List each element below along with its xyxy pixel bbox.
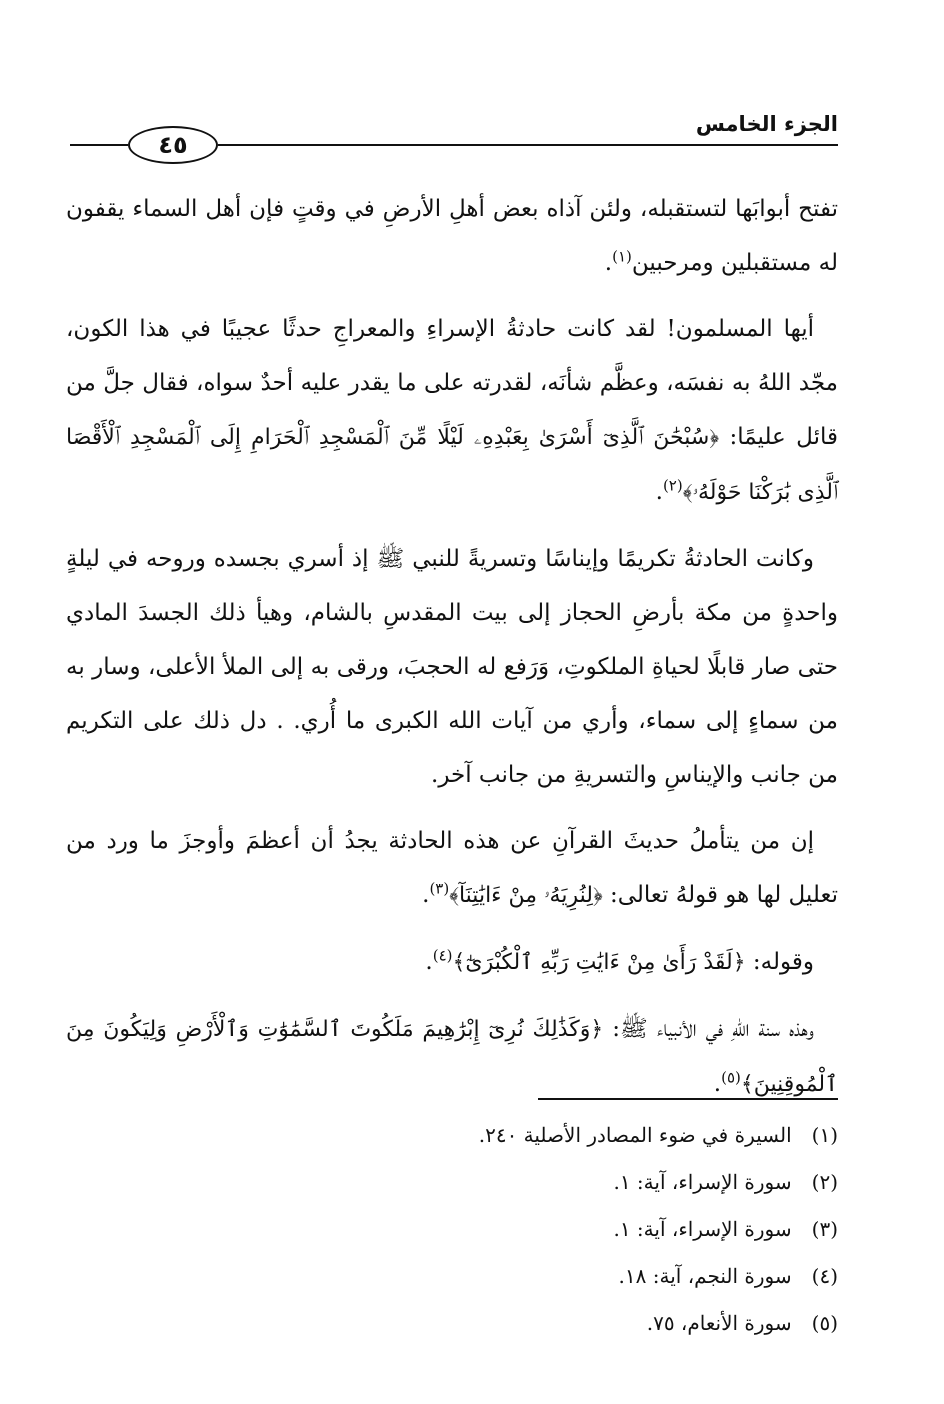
page-number: ٤٥ <box>128 126 218 164</box>
footnote-text: سورة الأنعام، ٧٥. <box>646 1311 792 1335</box>
paragraph-3 <box>66 532 838 802</box>
footnote-number: (٤) <box>811 1264 838 1288</box>
paragraph-text: أيها المسلمون! لقد كانت حادثةُ الإسراءِ والمعراجِ حدثًا عجيبًا في هذا الكون، مجّد اللهُ به نفسَه، وعظَّم شأنَه، لقدرته على ما يقدر عليه أحدٌ سواه، فقال جلَّ من قائل عليمًا: <box>66 316 838 450</box>
quran-verse: ﴿سُبْحَٰنَ ٱلَّذِىٓ أَسْرَىٰ بِعَبْدِهِۦ لَيْلًا مِّنَ ٱلْمَسْجِدِ ٱلْحَرَامِ إِلَى ٱلْمَسْجِدِ ٱلْأَقْصَا ٱلَّذِى بَٰرَكْنَا حَوْلَهُۥ﴾ <box>66 425 838 505</box>
footnote-item <box>66 1159 838 1206</box>
footnote-item <box>66 1253 838 1300</box>
paragraph-2 <box>66 302 838 520</box>
paragraph-text: وهذه سنة اللهِ في الأنبياء ﷺ: <box>603 1016 814 1042</box>
footnotes <box>66 1112 838 1347</box>
page-header <box>70 108 838 158</box>
header-rule-right <box>218 144 838 146</box>
footnote-ref-4: (٤) <box>432 946 453 965</box>
paragraph-end: . <box>713 1071 722 1097</box>
footnote-ref-3: (٣) <box>429 879 450 898</box>
header-rule-left <box>70 144 128 146</box>
footnote-item <box>66 1300 838 1347</box>
footnote-ref-1: (١) <box>612 247 632 266</box>
footnote-text: السيرة في ضوء المصادر الأصلية ٢٤٠. <box>478 1123 792 1147</box>
footnote-text: سورة النجم، آية: ١٨. <box>618 1264 792 1288</box>
footnote-item <box>66 1112 838 1159</box>
footnote-number: (٢) <box>811 1170 838 1194</box>
footnote-text: سورة الإسراء، آية: ١. <box>613 1217 792 1241</box>
paragraph-end: . <box>604 250 613 276</box>
footnote-ref-5: (٥) <box>721 1068 741 1087</box>
footnote-number: (٥) <box>811 1311 838 1335</box>
paragraph-text: وكانت الحادثةُ تكريمًا وإيناسًا وتسريةً للنبي ﷺ إذ أسري بجسده وروحه في ليلةٍ واحدةٍ من مكة بأرضِ الحجاز إلى بيت المقدسِ بالشام، وهيأ ذلك الجسدَ المادي حتى صار قابلًا لحياةِ الملكوتِ، وَرَفع له الحجبَ، ورقى به إلى الملأ الأعلى، وسار به من سماءٍ إلى سماء، وأري من آيات الله الكبرى ما أُري. . دل ذلك على التكريم من جانب والإيناسِ والتسريةِ من جانب آخر. <box>66 546 838 788</box>
paragraph-text: وقوله: <box>745 949 814 975</box>
footnote-item <box>66 1206 838 1253</box>
quran-verse: ﴿وَكَذَٰلِكَ نُرِىٓ إِبْرَٰهِيمَ مَلَكُوتَ ٱلسَّمَٰوَٰتِ وَٱلْأَرْضِ وَلِيَكُونَ مِنَ ٱلْمُوقِنِينَ﴾ <box>66 1017 838 1097</box>
paragraph-5 <box>66 935 838 990</box>
footnote-number: (١) <box>811 1123 838 1147</box>
paragraph-end: . <box>655 479 663 505</box>
paragraph-text: تفتح أبوابَها لتستقبله، ولئن آذاه بعض أهلِ الأرضِ في وقتٍ فإن أهل السماء يقفون له مستقبلين ومرحبين <box>66 196 838 276</box>
footnote-text: سورة الإسراء، آية: ١. <box>613 1170 792 1194</box>
footnote-separator <box>538 1098 838 1100</box>
paragraph-end: . <box>425 949 433 975</box>
paragraph-text: إن من يتأملُ حديثَ القرآنِ عن هذه الحادثة يجدُ أن أعظمَ وأوجزَ ما ورد من تعليل لها هو قولهُ تعالى: <box>66 828 838 908</box>
footnote-ref-2: (٢) <box>662 476 683 495</box>
quran-verse: ﴿لِنُرِيَهُۥ مِنْ ءَايَٰتِنَآ﴾ <box>449 883 603 908</box>
footnote-number: (٣) <box>811 1217 838 1241</box>
paragraph-4 <box>66 814 838 923</box>
paragraph-1 <box>66 182 838 290</box>
main-text <box>66 182 838 1124</box>
quran-verse: ﴿لَقَدْ رَأَىٰ مِنْ ءَايَٰتِ رَبِّهِ ٱلْكُبْرَىٰٓ﴾ <box>452 950 746 975</box>
running-head: الجزء الخامس <box>695 112 838 136</box>
paragraph-6 <box>66 1002 838 1112</box>
paragraph-end: . <box>422 882 430 908</box>
